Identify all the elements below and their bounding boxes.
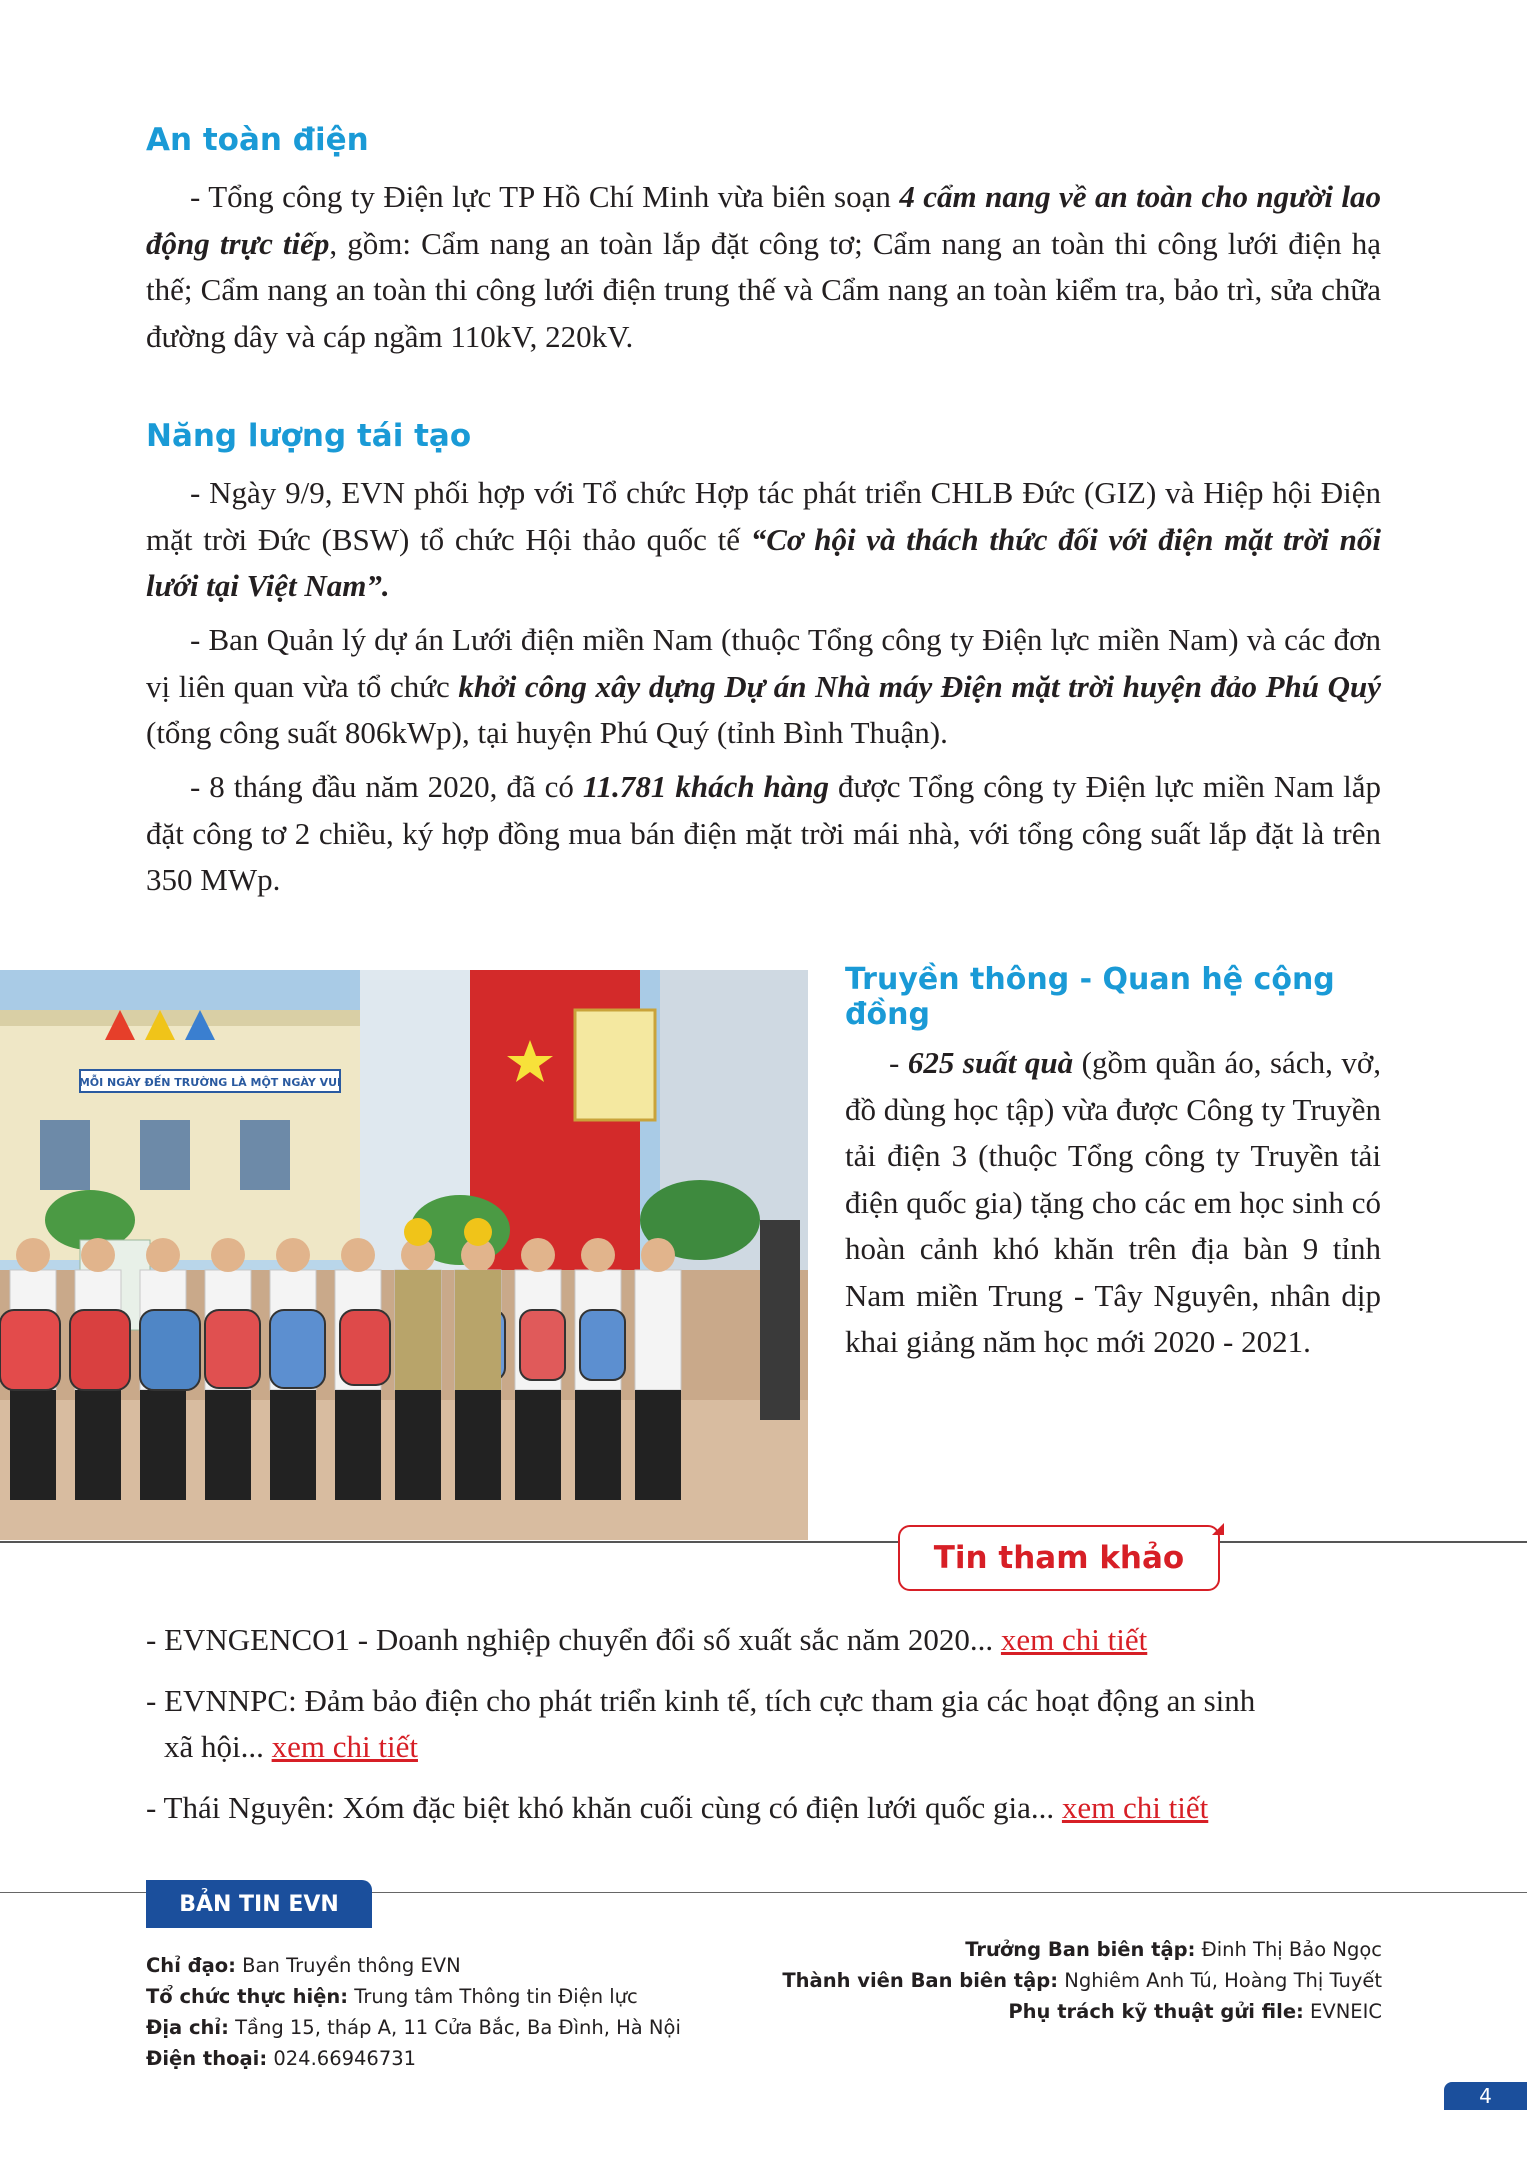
text: (gồm quần áo, sách, vở, đồ dùng học tập) vừa được Công ty Truyền tải điện 3 (thuộc Tổng công ty Truyền tải điện quốc gia) tặng cho các em học sinh có hoàn cảnh khó khăn trên địa bàn 9 tỉnh Nam miền Trung - Tây Nguyên, nhân dịp khai giảng năm học mới 2020 - 2021. (845, 1045, 1382, 1359)
section-title-truyen-thong: Truyền thông - Quan hệ cộng đồng (845, 962, 1335, 1032)
text: , gồm: Cẩm nang an toàn lắp đặt công tơ; Cẩm nang an toàn thi công lưới điện hạ thế; Cẩm nang an toàn thi công lưới điện trung thế và Cẩm nang an toàn kiểm tra, bảo trì, sửa chữa đường dây và cáp ngầm 110kV, 220kV. (146, 225, 1382, 354)
reference-text: - EVNGENCO1 - Doanh nghiệp chuyển đổi số xuất sắc năm 2020... (146, 1622, 994, 1657)
highlight: 11.781 khách hàng (582, 769, 830, 804)
footer-right-info (782, 1934, 1382, 2027)
view-detail-link[interactable]: xem chi tiết (271, 1729, 418, 1764)
footer-label: Trưởng Ban biên tập: (965, 1938, 1196, 1961)
text: - 8 tháng đầu năm 2020, đã có (190, 769, 583, 804)
reference-item (146, 1785, 1386, 1831)
text: (tổng công suất 806kWp), tại huyện Phú Quý (tỉnh Bình Thuận). (146, 715, 948, 750)
footer-left-info (146, 1950, 681, 2074)
footer-line (146, 1981, 681, 2012)
section-title-nang-luong-tai-tao: Năng lượng tái tạo (146, 418, 472, 454)
event-photo (0, 970, 808, 1540)
reference-text-cont: xã hội... (164, 1729, 264, 1764)
footer-label: Tổ chức thực hiện: (146, 1985, 349, 2008)
corner-accent (1212, 1523, 1224, 1535)
text: - (889, 1045, 908, 1080)
view-detail-link[interactable]: xem chi tiết (1000, 1622, 1148, 1657)
footer-value: Ban Truyền thông EVN (235, 1954, 461, 1977)
footer-label: Phụ trách kỹ thuật gửi file: (1008, 2000, 1304, 2023)
footer-line (146, 2043, 681, 2074)
text: - Tổng công ty Điện lực TP Hồ Chí Minh vừa biên soạn (190, 179, 900, 214)
footer-value: Nghiêm Anh Tú, Hoàng Thị Tuyết (1058, 1969, 1382, 1992)
highlight: khởi công xây dựng Dự án Nhà máy Điện mặt trời huyện đảo Phú Quý (458, 668, 1381, 704)
highlight: 625 suất quà (907, 1045, 1074, 1080)
photo-illustration (0, 970, 808, 1540)
reference-text: - Thái Nguyên: Xóm đặc biệt khó khăn cuối cùng có điện lưới quốc gia... (146, 1790, 1055, 1825)
footer-line (782, 1934, 1382, 1965)
tin-tham-khao-label: Tin tham khảo (933, 1540, 1185, 1576)
reference-text: - EVNNPC: Đảm bảo điện cho phát triển kinh tế, tích cực tham gia các hoạt động an sinh (146, 1683, 1256, 1718)
highlight: 4 cẩm nang về an toàn cho người lao động trực tiếp (146, 179, 1381, 261)
paragraph-nang-luong-3 (146, 764, 1381, 904)
highlight: “Cơ hội và thách thức đối với điện mặt trời nối lưới tại Việt Nam”. (146, 521, 1381, 603)
reference-item (146, 1678, 1386, 1770)
footer-value: EVNEIC (1303, 2000, 1382, 2023)
view-detail-link[interactable]: xem chi tiết (1061, 1790, 1209, 1825)
footer-label: Thành viên Ban biên tập: (782, 1969, 1059, 1992)
text: được Tổng công ty Điện lực miền Nam lắp đặt công tơ 2 chiều, ký hợp đồng mua bán điện mặt trời mái nhà, với tổng công suất lắp đặt là trên 350 MWp. (146, 769, 1381, 897)
footer-label: Địa chỉ: (146, 2016, 229, 2039)
footer-label: Điện thoại: (146, 2047, 268, 2070)
text: - Ngày 9/9, EVN phối hợp với Tổ chức Hợp tác phát triển CHLB Đức (GIZ) và Hiệp hội Điện mặt trời Đức (BSW) tổ chức Hội thảo quốc tế (146, 475, 1381, 557)
photo-banner-text: MỖI NGÀY ĐẾN TRƯỜNG LÀ MỘT NGÀY VUI (78, 1076, 342, 1089)
text: - Ban Quản lý dự án Lưới điện miền Nam (thuộc Tổng công ty Điện lực miền Nam) và các đơn vị liên quan vừa tổ chức (146, 622, 1381, 704)
paragraph-nang-luong-1 (146, 470, 1381, 610)
page-number: 4 (1444, 2082, 1527, 2110)
footer-value: Tầng 15, tháp A, 11 Cửa Bắc, Ba Đình, Hà Nội (228, 2016, 681, 2039)
section-title-an-toan-dien: An toàn điện (146, 122, 369, 158)
paragraph-nang-luong-2 (146, 617, 1381, 757)
paragraph-an-toan-1 (146, 174, 1381, 360)
tin-tham-khao-heading (898, 1525, 1220, 1591)
reference-item (146, 1617, 1386, 1663)
footer-value: Đinh Thị Bảo Ngọc (1195, 1938, 1382, 1961)
footer-line (782, 1965, 1382, 1996)
footer-line (146, 2012, 681, 2043)
truyen-thong-column (845, 962, 1381, 1366)
footer-value: 024.66946731 (267, 2047, 417, 2070)
footer-line (146, 1950, 681, 1981)
newsletter-badge: BẢN TIN EVN (146, 1880, 372, 1928)
footer-value: Trung tâm Thông tin Điện lực (348, 1985, 638, 2008)
paragraph-truyen-thong-1 (845, 1040, 1381, 1366)
footer-label: Chỉ đạo: (146, 1954, 236, 1977)
footer-line (782, 1996, 1382, 2027)
divider (0, 1541, 1527, 1543)
